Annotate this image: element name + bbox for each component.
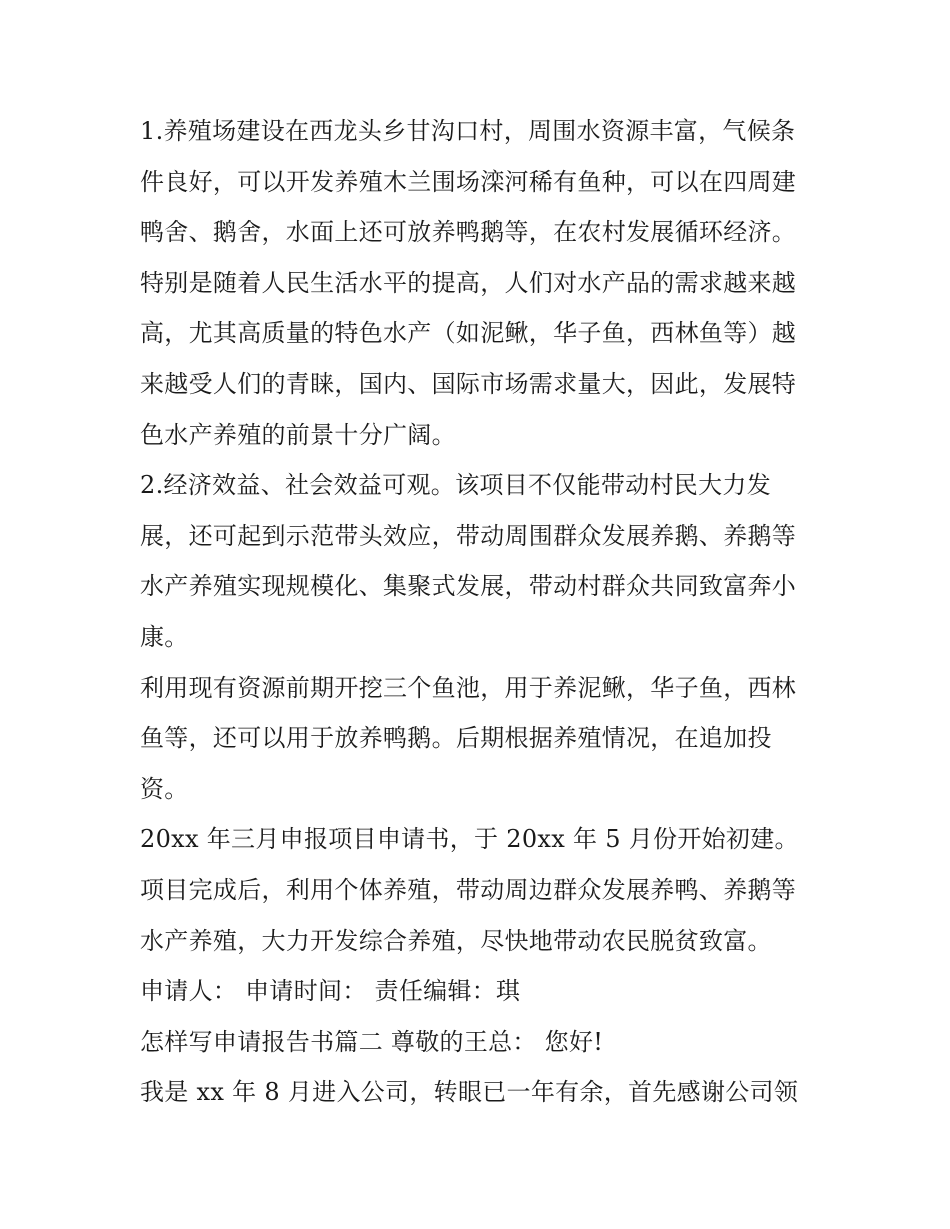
text-line: 利用现有资源前期开挖三个鱼池，用于养泥鳅，华子鱼，西林 [140, 673, 797, 702]
text-line: 怎样写申请报告书篇二 尊敬的王总： 您好! [140, 1027, 604, 1056]
text-line: 2.经济效益、社会效益可观。该项目不仅能带动村民大力发 [140, 471, 771, 500]
text-line: 资。 [140, 774, 189, 803]
text-line: 展，还可起到示范带头效应，带动周围群众发展养鹅、养鹅等 [140, 521, 797, 550]
text-line: 高，尤其高质量的特色水产（如泥鳅，华子鱼，西林鱼等）越 [140, 319, 797, 348]
text-line: 件良好，可以开发养殖木兰围场滦河稀有鱼种，可以在四周建 [140, 167, 797, 196]
text-line: 水产养殖实现规模化、集聚式发展，带动村群众共同致富奔小 [140, 572, 797, 601]
text-line: 特别是随着人民生活水平的提高，人们对水产品的需求越来越 [140, 268, 797, 297]
text-line: 我是 xx 年 8 月进入公司，转眼已一年有余，首先感谢公司领 [140, 1078, 799, 1107]
text-line: 20xx 年三月申报项目申请书，于 20xx 年 5 月份开始初建。 [140, 825, 799, 854]
text-line: 色水产养殖的前景十分广阔。 [140, 420, 456, 449]
body-text [140, 106, 830, 1118]
text-line: 鱼等，还可以用于放养鸭鹅。后期根据养殖情况，在追加投 [140, 724, 772, 753]
text-line: 项目完成后，利用个体养殖，带动周边群众发展养鸭、养鹅等 [140, 875, 797, 904]
text-line: 申请人： 申请时间： 责任编辑：琪 [140, 977, 521, 1006]
text-line: 来越受人们的青睐，国内、国际市场需求量大，因此，发展特 [140, 369, 797, 398]
text-line: 1.养殖场建设在西龙头乡甘沟口村，周围水资源丰富，气候条 [140, 117, 796, 145]
text-line: 鸭舍、鹅舍，水面上还可放养鸭鹅等，在农村发展循环经济。 [140, 218, 797, 247]
text-line: 水产养殖，大力开发综合养殖，尽快地带动农民脱贫致富。 [140, 926, 772, 955]
text-line: 康。 [140, 622, 189, 651]
